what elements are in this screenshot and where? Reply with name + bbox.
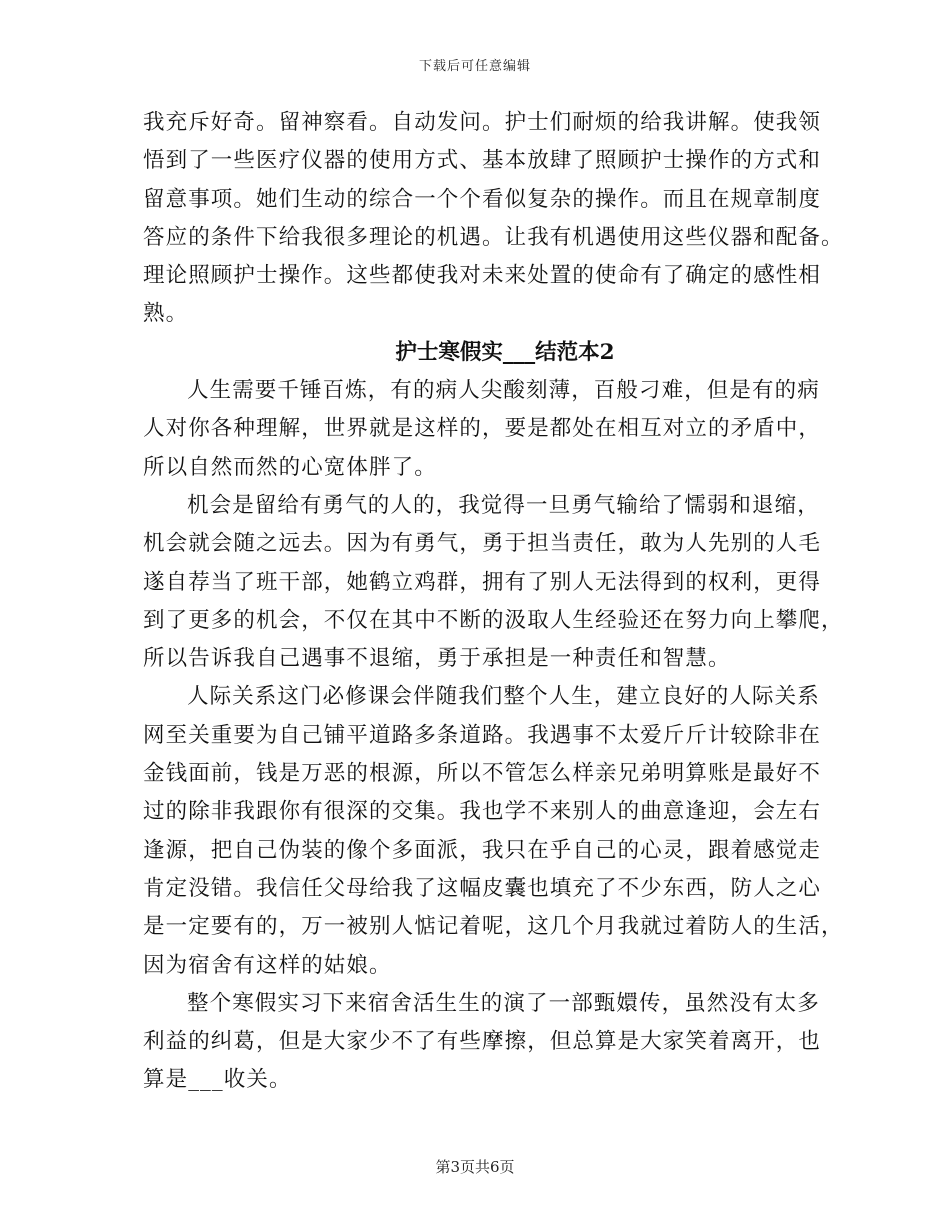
paragraph	[143, 985, 822, 1100]
text-line: 答应的条件下给我很多理论的机遇。让我有机遇使用这些仪器和配备。	[143, 224, 844, 250]
text-line: 整个寒假实习下来宿舍活生生的演了一部甄嬛传，虽然没有太多	[187, 990, 820, 1016]
text-line: 肯定没错。我信任父母给我了这幅皮囊也填充了不少东西，防人之心	[143, 875, 822, 901]
text-line: 过的除非我跟你有很深的交集。我也学不来别人的曲意逢迎，会左右	[143, 799, 822, 825]
text-line: 金钱面前，钱是万恶的根源，所以不管怎么样亲兄弟明算账是最好不	[143, 761, 822, 787]
text-line: 逢源，把自己伪装的像个多面派，我只在乎自己的心灵，跟着感觉走	[143, 837, 822, 863]
text-line: 因为宿舍有这样的姑娘。	[143, 952, 392, 978]
section-title: 护士寒假实___结范本2	[395, 339, 615, 365]
text-line: 人际关系这门必修课会伴随我们整个人生，建立良好的人际关系	[187, 684, 820, 710]
text-line: 利益的纠葛，但是大家少不了有些摩擦，但总算是大家笑着离开，也	[143, 1029, 822, 1055]
text-line: 所以告诉我自己遇事不退缩，勇于承担是一种责任和智慧。	[143, 646, 731, 672]
text-line: 人对你各种理解，世界就是这样的，要是都处在相互对立的矛盾中，	[143, 416, 822, 442]
text-line: 到了更多的机会，不仅在其中不断的汲取人生经验还在努力向上攀爬，	[143, 607, 844, 633]
text-line: 所以自然而然的心宽体胖了。	[143, 454, 437, 480]
paragraph	[143, 104, 844, 334]
body-paragraphs	[143, 372, 844, 1100]
page-footer: 第3页共6页	[435, 1158, 515, 1176]
text-line: 机会是留给有勇气的人的，我觉得一旦勇气输给了懦弱和退缩，	[187, 492, 820, 518]
text-line: 悟到了一些医疗仪器的使用方式、基本放肆了照顾护士操作的方式和	[143, 148, 822, 174]
paragraph	[143, 678, 844, 984]
text-line: 人生需要千锤百炼，有的病人尖酸刻薄，百般刁难，但是有的病	[187, 378, 820, 404]
paragraph	[143, 487, 844, 678]
intro-paragraphs	[143, 104, 844, 334]
page-header: 下载后可任意编辑	[418, 59, 531, 74]
text-line: 留意事项。她们生动的综合一个个看似复杂的操作。而且在规章制度	[143, 186, 822, 212]
text-line: 网至关重要为自己铺平道路多条道路。我遇事不太爱斤斤计较除非在	[143, 722, 822, 748]
text-line: 理论照顾护士操作。这些都使我对未来处置的使命有了确定的感性相	[143, 263, 822, 289]
text-line: 遂自荐当了班干部，她鹤立鸡群，拥有了别人无法得到的权利，更得	[143, 569, 822, 595]
text-line: 熟。	[143, 301, 189, 327]
text-line: 是一定要有的，万一被别人惦记着呢，这几个月我就过着防人的生活，	[143, 914, 844, 940]
text-line: 算是___收关。	[143, 1067, 292, 1093]
document-body	[143, 104, 844, 1100]
text-line: 机会就会随之远去。因为有勇气，勇于担当责任，敢为人先别的人毛	[143, 531, 822, 557]
text-line: 我充斥好奇。留神察看。自动发问。护士们耐烦的给我讲解。使我领	[143, 110, 822, 135]
paragraph	[143, 372, 822, 487]
